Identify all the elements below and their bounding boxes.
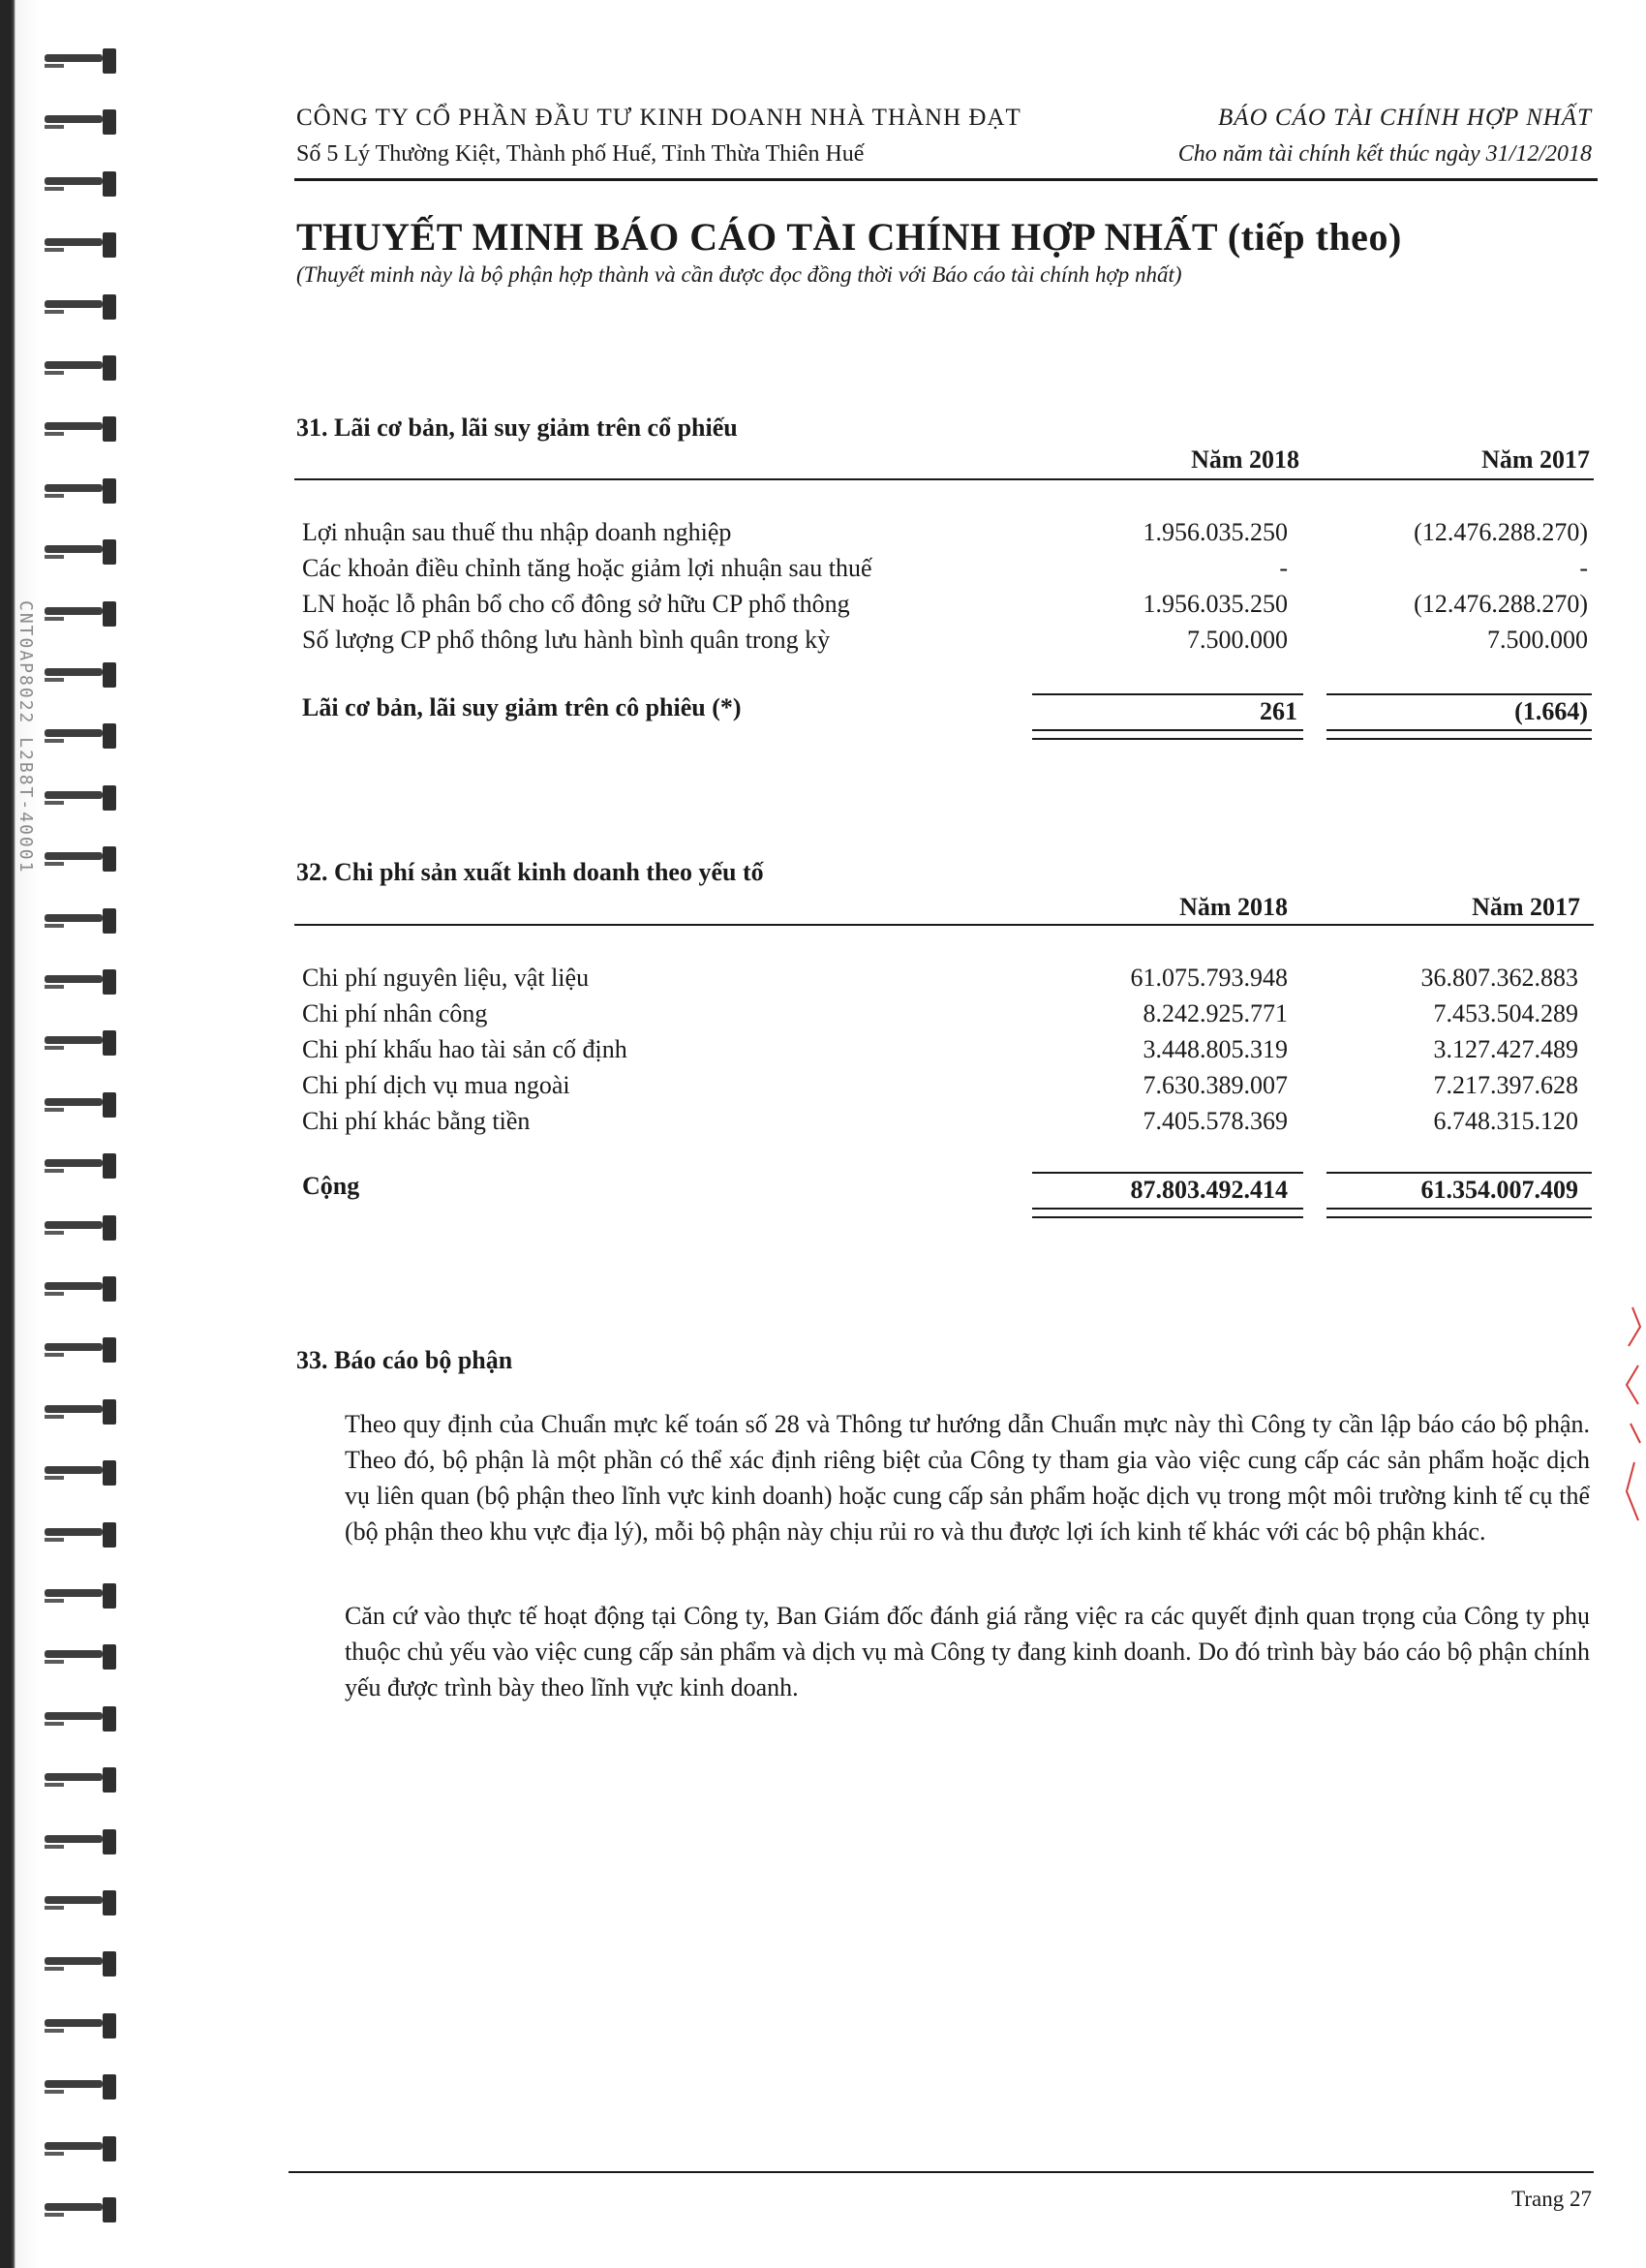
table-cell-2017: - (1579, 554, 1588, 582)
side-stamp: CNT0AP8022 L2B8T-40001 (15, 600, 36, 874)
report-period: Cho năm tài chính kết thúc ngày 31/12/2018 (1177, 141, 1592, 167)
table-cell-2018: 7.630.389.007 (1143, 1071, 1288, 1099)
header-divider (294, 178, 1598, 181)
table-cell-2017: (12.476.288.270) (1414, 518, 1588, 546)
table-row-label: Chi phí nguyên liệu, vật liệu (302, 964, 590, 992)
page-number: Trang 27 (1511, 2187, 1592, 2211)
table-cell-2018: - (1279, 554, 1288, 582)
total-top-rule-2018 (1032, 693, 1303, 695)
table-cell-2018: 7.500.000 (1187, 626, 1288, 654)
total-top-rule-2017 (1326, 693, 1592, 695)
section-33-paragraph-2: Căn cứ vào thực tế hoạt động tại Công ty, Ban Giám đốc đánh giá rằng việc ra các quyết định quan trọng của Công ty phụ thuộc chủ yếu vào việc cung cấp sản phẩm và dịch vụ mà Công ty đang kinh doanh. Do đó trình bày báo cáo bộ phận chính yếu được trình bày theo lĩnh vực kinh doanh. (345, 1602, 1590, 1701)
column-header-2017: Năm 2017 (1481, 445, 1590, 474)
page-title: THUYẾT MINH BÁO CÁO TÀI CHÍNH HỢP NHẤT (tiếp theo) (296, 215, 1402, 259)
red-stamp-fragment (1619, 1298, 1646, 1549)
total-double-rule-2017 (1326, 729, 1592, 740)
total-double-rule-2018 (1032, 1208, 1303, 1218)
company-name: CÔNG TY CỔ PHẦN ĐẦU TƯ KINH DOANH NHÀ THÀNH ĐẠT (296, 105, 1021, 131)
section-32-total-2017: 61.354.007.409 (1420, 1176, 1578, 1204)
table-cell-2017: (12.476.288.270) (1414, 590, 1588, 618)
section-31-total-2018: 261 (1260, 697, 1297, 725)
column-header-2017: Năm 2017 (1472, 893, 1580, 921)
section-32-header-rule (294, 924, 1594, 926)
table-row-label: LN hoặc lỗ phân bổ cho cổ đông sở hữu CP phổ thông (302, 590, 850, 618)
table-row-label: Chi phí nhân công (302, 999, 488, 1027)
table-cell-2018: 7.405.578.369 (1143, 1107, 1288, 1135)
table-cell-2018: 61.075.793.948 (1130, 964, 1288, 992)
section-31-header-rule (294, 478, 1594, 480)
section-31-heading: 31. Lãi cơ bản, lãi suy giảm trên cổ phiếu (296, 414, 738, 442)
section-33-paragraph-1: Theo quy định của Chuẩn mực kế toán số 28 và Thông tư hướng dẫn Chuẩn mực này thì Công ty cần lập báo cáo bộ phận. Theo đó, bộ phận là một phần có thể xác định riêng biệt của Công ty tham gia vào việc cung cấp các sản phẩm hoặc dịch vụ liên quan (bộ phận theo lĩnh vực kinh doanh) hoặc cung cấp sản phẩm hoặc dịch vụ trong một môi trường kinh tế cụ thể (bộ phận theo khu vực địa lý), mỗi bộ phận này chịu rủi ro và thu được lợi ích kinh tế khác với các bộ phận khác. (345, 1410, 1590, 1546)
footer-divider (289, 2171, 1594, 2173)
total-double-rule-2017 (1326, 1208, 1592, 1218)
section-32-total-2018: 87.803.492.414 (1130, 1176, 1288, 1204)
table-row-label: Chi phí dịch vụ mua ngoài (302, 1071, 570, 1099)
table-row-label: Số lượng CP phổ thông lưu hành bình quân trong kỳ (302, 626, 831, 654)
table-cell-2017: 6.748.315.120 (1433, 1107, 1578, 1135)
column-header-2018: Năm 2018 (1191, 445, 1299, 474)
section-31-total-label: Lãi cơ bản, lãi suy giảm trên cô phiêu (*) (302, 693, 742, 721)
table-cell-2018: 1.956.035.250 (1143, 590, 1288, 618)
page-subtitle: (Thuyết minh này là bộ phận hợp thành và cần được đọc đồng thời với Báo cáo tài chính hợp nhất) (296, 262, 1182, 287)
total-double-rule-2018 (1032, 729, 1303, 740)
table-cell-2017: 7.500.000 (1487, 626, 1588, 654)
table-cell-2018: 8.242.925.771 (1143, 999, 1288, 1027)
total-top-rule-2018 (1032, 1172, 1303, 1174)
column-header-2018: Năm 2018 (1179, 893, 1288, 921)
table-row-label: Chi phí khấu hao tài sản cố định (302, 1035, 627, 1063)
table-row-label: Các khoản điều chỉnh tăng hoặc giảm lợi nhuận sau thuế (302, 554, 872, 582)
total-top-rule-2017 (1326, 1172, 1592, 1174)
table-cell-2017: 3.127.427.489 (1433, 1035, 1578, 1063)
section-32-total-label: Cộng (302, 1172, 360, 1200)
table-row-label: Chi phí khác bằng tiền (302, 1107, 531, 1135)
table-cell-2018: 1.956.035.250 (1143, 518, 1288, 546)
table-row-label: Lợi nhuận sau thuế thu nhập doanh nghiệp (302, 518, 732, 546)
table-cell-2018: 3.448.805.319 (1143, 1035, 1288, 1063)
table-cell-2017: 36.807.362.883 (1420, 964, 1578, 992)
section-32-heading: 32. Chi phí sản xuất kinh doanh theo yếu tố (296, 858, 764, 886)
company-address: Số 5 Lý Thường Kiệt, Thành phố Huế, Tỉnh Thừa Thiên Huế (296, 141, 865, 167)
table-cell-2017: 7.217.397.628 (1433, 1071, 1578, 1099)
report-title: BÁO CÁO TÀI CHÍNH HỢP NHẤT (1218, 105, 1592, 131)
section-33-heading: 33. Báo cáo bộ phận (296, 1346, 513, 1374)
table-cell-2017: 7.453.504.289 (1433, 999, 1578, 1027)
section-31-total-2017: (1.664) (1514, 697, 1588, 725)
